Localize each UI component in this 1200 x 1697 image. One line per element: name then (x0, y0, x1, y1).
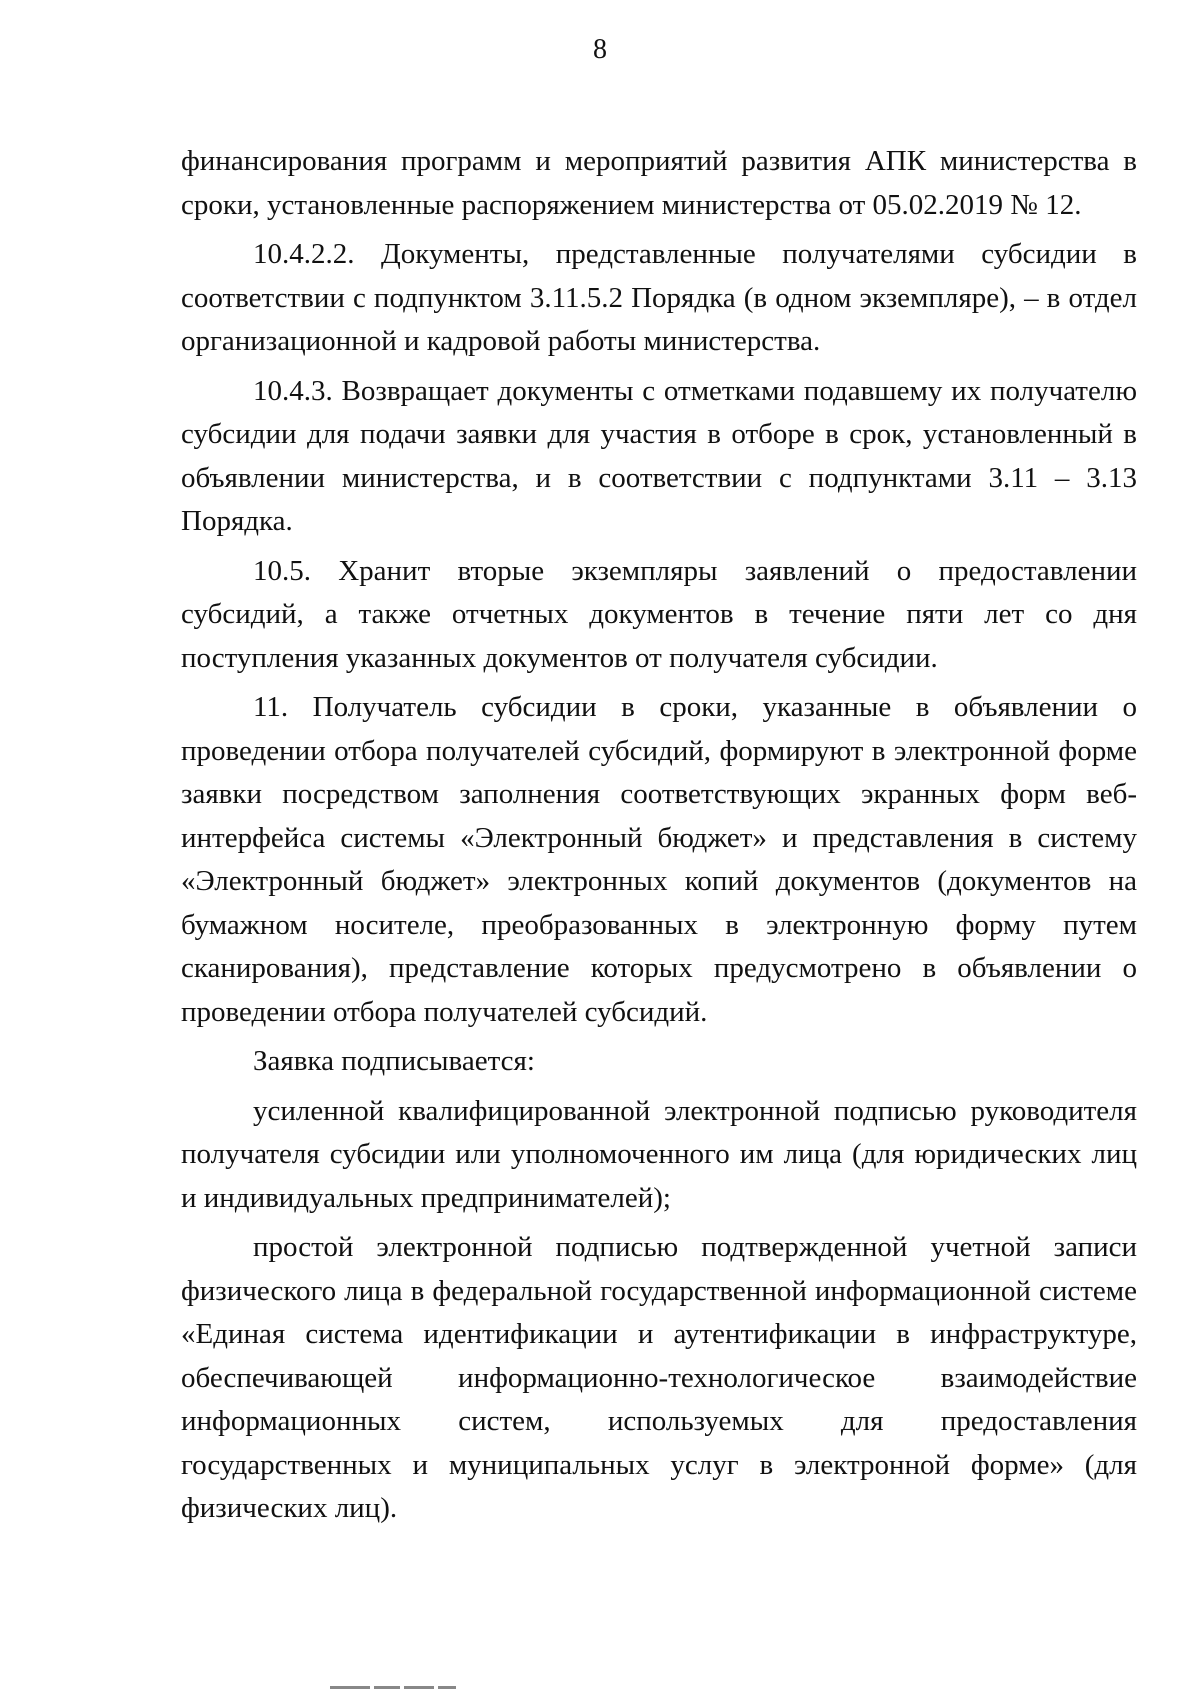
paragraph-application-signed: Заявка подписывается: (253, 1045, 535, 1077)
paragraph-10-4-2-2: 10.4.2.2. Документы, представленные получателями субсидии в соответствии с подпунктом 3.11.5.2 Порядка (в одном экземпляре), – в отдел организационной и кадровой работы министерства. (181, 238, 1137, 357)
paragraph-simple-signature: простой электронной подписью подтвержденной учетной записи физического лица в федеральной государственной информационной системе «Единая система идентификации и аутентификации в инфраструктуре, обеспечивающей информационно-технологическое взаимодействие информационных систем, используемых для предоставления государственных и муниципальных услуг в электронной форме» (для физических лиц). (181, 1231, 1137, 1524)
paragraph-continuation: финансирования программ и мероприятий развития АПК министерства в сроки, установленные распоряжением министерства от 05.02.2019 № 12. (181, 145, 1137, 221)
paragraph-11: 11. Получатель субсидии в сроки, указанные в объявлении о проведении отбора получателей субсидий, формируют в электронной форме заявки посредством заполнения соответствующих экранных форм веб-интерфейса системы «Электронный бюджет» и представления в систему «Электронный бюджет» электронных копий документов (документов на бумажном носителе, преобразованных в электронную форму путем сканирования), представление которых предусмотрено в объявлении о проведении отбора получателей субсидий. (181, 691, 1137, 1028)
paragraph-10-5: 10.5. Хранит вторые экземпляры заявлений о предоставлении субсидий, а также отчетных документов в течение пяти лет со дня поступления указанных документов от получателя субсидии. (181, 554, 1137, 674)
paragraph-10-4-3: 10.4.3. Возвращает документы с отметками подавшему их получателю субсидии для подачи заявки для участия в отборе в срок, установленный в объявлении министерства, и в соответствии с подпунктами 3.11 – 3.13 Порядка. (181, 374, 1137, 537)
page-number: 8 (593, 34, 607, 65)
document-body (181, 140, 1137, 1537)
paragraph-qualified-signature: усиленной квалифицированной электронной подписью руководителя получателя субсидии или уполномоченного им лица (для юридических лиц и индивидуальных предпринимателей); (181, 1094, 1137, 1214)
scan-artifact (330, 1686, 530, 1692)
